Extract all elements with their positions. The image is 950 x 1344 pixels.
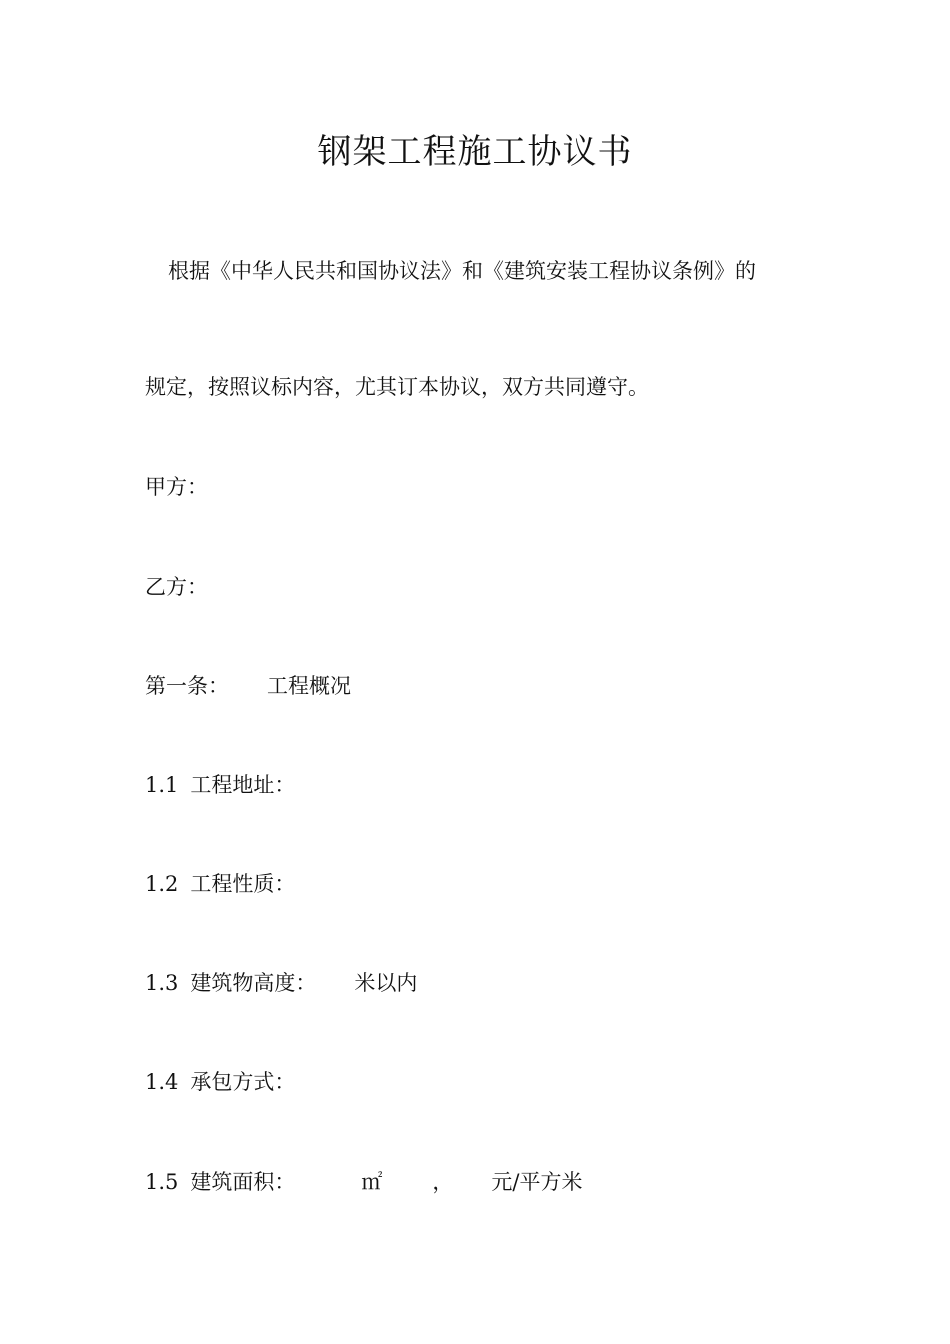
item-1-2-number: 1.2 [145,872,179,896]
item-1-3-label: 建筑物高度： [190,971,317,995]
item-1-5-area-unit: ㎡ [361,1170,383,1194]
item-1-5-price-unit: 元/平方米 [491,1170,583,1194]
item-1-2-label: 工程性质： [190,872,296,896]
page-title: 钢架工程施工协议书 [317,132,633,172]
item-1-5-label: 建筑面积： [190,1170,296,1194]
item-1-4-number: 1.4 [145,1070,179,1094]
party-b-label: 乙方： [145,575,208,599]
intro-line-2: 规定，按照议标内容，尤其订本协议，双方共同遵守。 [145,375,649,399]
item-1-4 [145,1067,295,1097]
item-1-1-number: 1.1 [145,773,179,797]
item-1-5-comma: ， [432,1170,454,1194]
article-1-heading [145,671,351,701]
item-1-1 [145,770,295,800]
party-a-label: 甲方： [145,475,208,499]
item-1-3 [145,968,417,998]
item-1-5-number: 1.5 [145,1170,179,1194]
intro-line-1: 根据《中华人民共和国协议法》和《建筑安装工程协议条例》的 [168,259,756,283]
item-1-2 [145,869,295,899]
item-1-5 [145,1167,582,1197]
article-1-title: 工程概况 [267,674,351,698]
item-1-3-unit: 米以内 [354,971,418,995]
item-1-4-label: 承包方式： [190,1070,296,1094]
article-1-number: 第一条： [145,674,229,698]
item-1-3-number: 1.3 [145,971,179,995]
item-1-1-label: 工程地址： [190,773,296,797]
